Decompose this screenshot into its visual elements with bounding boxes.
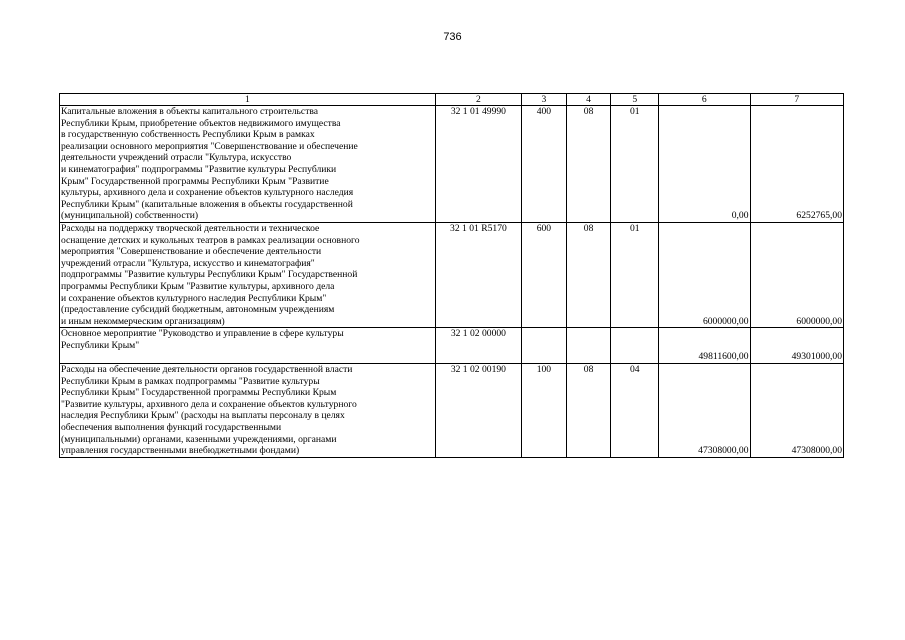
description-line: наследия Республики Крым" (расходы на выплаты персоналу в целях xyxy=(61,410,345,422)
description-line: обеспечения выполнения функций государственными xyxy=(61,422,282,434)
description-line: Республики Крым" (капитальные вложения в объекты государственной xyxy=(61,198,353,210)
amount-col7: 6000000,00 xyxy=(750,222,843,327)
description-line: Республики Крым" xyxy=(61,339,140,351)
description-line: Республики Крым, приобретение объектов недвижимого имущества xyxy=(61,117,341,129)
table-header-row xyxy=(60,94,844,106)
budget-code: 32 1 01 R5170 xyxy=(435,222,521,327)
description-line: Капитальные вложения в объекты капитального строительства xyxy=(61,106,319,117)
description-line: (предоставление субсидий бюджетным, автономным учреждениям xyxy=(61,304,335,316)
description-line: (муниципальной) собственности) xyxy=(61,210,199,222)
header-cell: 6 xyxy=(659,94,750,106)
row-description xyxy=(60,106,436,223)
section-code: 08 xyxy=(566,364,611,458)
description-line: и кинематография" подпрограммы "Развитие культуры Республики xyxy=(61,163,337,175)
row-description xyxy=(60,328,436,364)
expense-type: 600 xyxy=(522,222,567,327)
amount-col7: 47308000,00 xyxy=(750,364,843,458)
amount-col6: 47308000,00 xyxy=(659,364,750,458)
description-line: в государственную собственность Республики Крым в рамках xyxy=(61,129,315,141)
header-cell: 5 xyxy=(611,94,659,106)
description-line: оснащение детских и кукольных театров в рамках реализации основного xyxy=(61,234,360,246)
header-cell: 3 xyxy=(522,94,567,106)
subsection-code: 01 xyxy=(611,106,659,223)
description-line: и сохранение объектов культурного наследия Республики Крым" xyxy=(61,292,327,304)
amount-col6: 49811600,00 xyxy=(659,328,750,364)
amount-col7: 49301000,00 xyxy=(750,328,843,364)
amount-col6: 0,00 xyxy=(659,106,750,223)
subsection-code: 01 xyxy=(611,222,659,327)
header-cell: 7 xyxy=(750,94,843,106)
header-cell: 2 xyxy=(435,94,521,106)
page-number: 736 xyxy=(443,31,462,43)
table-row xyxy=(60,328,844,364)
description-line: Расходы на обеспечение деятельности органов государственной власти xyxy=(61,364,353,376)
description-line: Расходы на поддержку творческой деятельности и техническое xyxy=(61,222,320,234)
expense-type xyxy=(522,328,567,364)
header-cell: 1 xyxy=(60,94,436,106)
table-row xyxy=(60,222,844,327)
description-line: учреждений отрасли "Культура, искусство и кинематография" xyxy=(61,257,315,269)
description-line: Республики Крым в рамках подпрограммы "Развитие культуры xyxy=(61,375,320,387)
description-line: Крым" Государственной программы Республики Крым "Развитие xyxy=(61,175,329,187)
description-line xyxy=(61,351,434,363)
description-line: деятельности учреждений отрасли "Культура, искусство xyxy=(61,152,292,164)
expense-type: 400 xyxy=(522,106,567,223)
amount-col7: 6252765,00 xyxy=(750,106,843,223)
row-description xyxy=(60,222,436,327)
section-code: 08 xyxy=(566,222,611,327)
budget-code: 32 1 01 49990 xyxy=(435,106,521,223)
description-line: (муниципальными) органами, казенными учреждениями, органами xyxy=(61,433,337,445)
budget-code: 32 1 02 00000 xyxy=(435,328,521,364)
description-line: и иным некоммерческим организациям) xyxy=(61,315,225,327)
description-line: мероприятия "Совершенствование и обеспечение деятельности xyxy=(61,246,322,258)
description-line: программы Республики Крым "Развитие культуры, архивного дела xyxy=(61,280,335,292)
budget-table xyxy=(59,93,844,458)
table-row xyxy=(60,364,844,458)
budget-code: 32 1 02 00190 xyxy=(435,364,521,458)
table-row xyxy=(60,106,844,223)
description-line: подпрограммы "Развитие культуры Республики Крым" Государственной xyxy=(61,269,358,281)
section-code: 08 xyxy=(566,106,611,223)
description-line: управления государственными внебюджетными фондами) xyxy=(61,445,300,457)
expense-type: 100 xyxy=(522,364,567,458)
description-line: реализации основного мероприятия "Совершенствование и обеспечение xyxy=(61,140,358,152)
amount-col6: 6000000,00 xyxy=(659,222,750,327)
description-line: Основное мероприятие "Руководство и управление в сфере культуры xyxy=(61,328,344,340)
description-line: "Развитие культуры, архивного дела и сохранение объектов культурного xyxy=(61,398,357,410)
section-code xyxy=(566,328,611,364)
row-description xyxy=(60,364,436,458)
header-cell: 4 xyxy=(566,94,611,106)
subsection-code: 04 xyxy=(611,364,659,458)
description-line: культуры, архивного дела и сохранение объектов культурного наследия xyxy=(61,187,354,199)
description-line: Республики Крым" Государственной программы Республики Крым xyxy=(61,387,337,399)
subsection-code xyxy=(611,328,659,364)
